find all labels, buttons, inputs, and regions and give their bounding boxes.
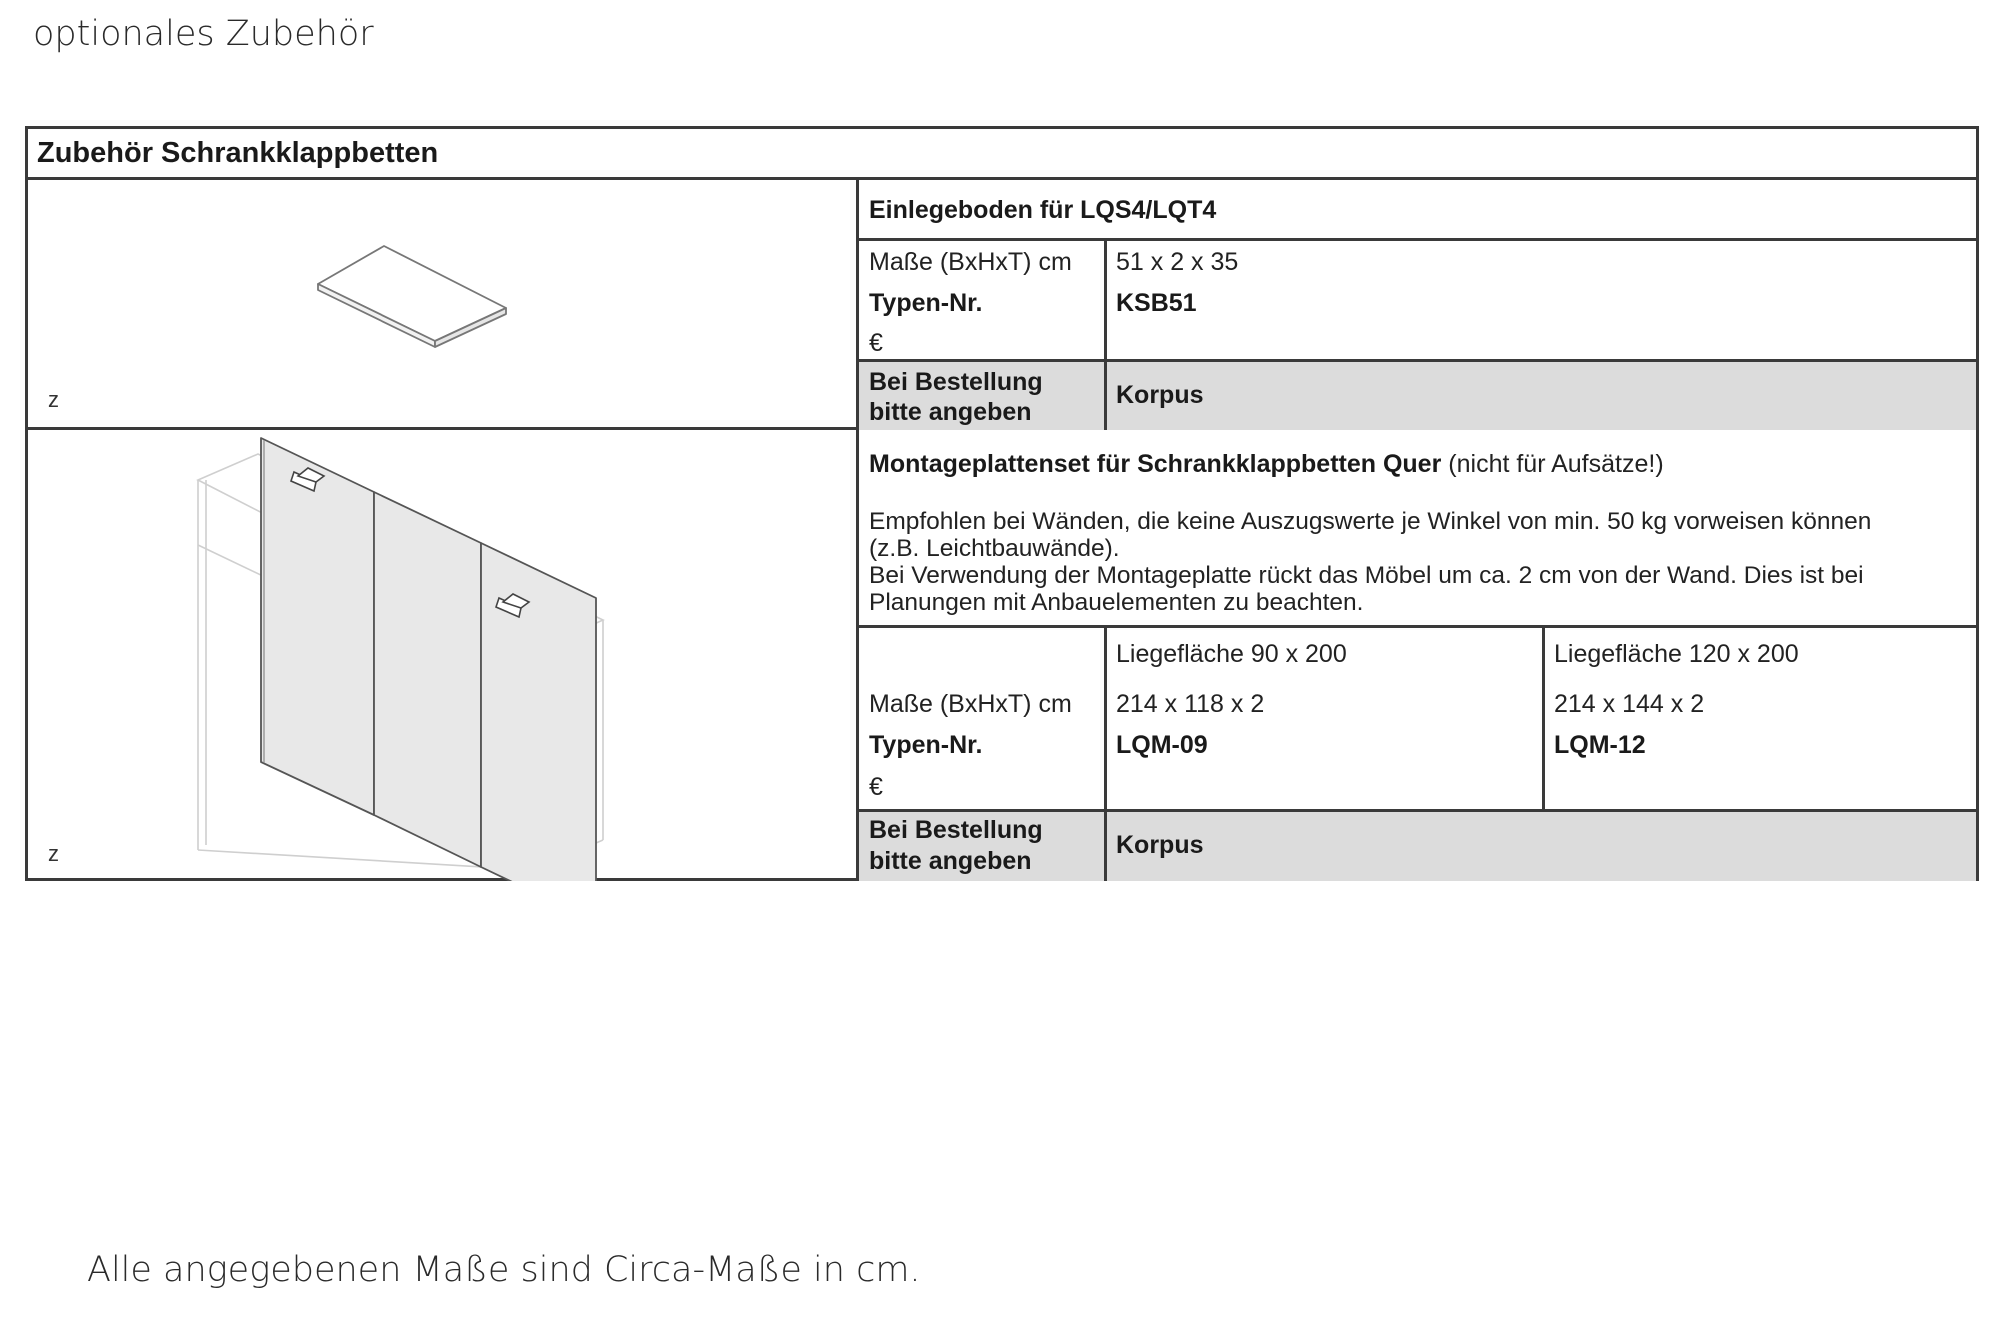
corner-mark: z [48, 387, 59, 412]
variant-label: Liegefläche 120 x 200 [1554, 640, 1799, 668]
footer-note: Alle angegebenen Maße sind Circa-Maße in cm. [87, 1250, 921, 1290]
type-value: LQM-09 [1116, 731, 1208, 759]
type-label: Typen-Nr. [869, 731, 983, 759]
shelf-image-cell [28, 180, 859, 427]
shelf-info [859, 180, 1976, 427]
mounting-image-cell [28, 430, 859, 881]
mounting-product-name: Montageplattenset für Schrankklappbetten Quer [869, 450, 1442, 478]
price-label: € [869, 329, 883, 357]
dim-label: Maße (BxHxT) cm [869, 248, 1072, 276]
dim-value: 214 x 118 x 2 [1116, 690, 1265, 718]
shelf-illustration [28, 180, 859, 430]
dim-value: 51 x 2 x 35 [1116, 248, 1239, 276]
divider [1104, 362, 1107, 430]
order-value: Korpus [1116, 831, 1204, 859]
divider [859, 238, 1976, 241]
mounting-product-title [869, 450, 1664, 479]
dim-value: 214 x 144 x 2 [1554, 690, 1705, 718]
order-label: Bei Bestellung [869, 816, 1043, 844]
order-value: Korpus [1116, 381, 1204, 409]
order-label: bitte angeben [869, 847, 1032, 875]
table-title-row [28, 129, 1976, 180]
section-shelf [28, 180, 1976, 430]
divider [1542, 625, 1545, 809]
table-title: Zubehör Schrankklappbetten [37, 137, 439, 169]
order-label: bitte angeben [869, 398, 1032, 426]
accessories-table [25, 126, 1979, 881]
mounting-plate-illustration [28, 430, 859, 881]
shelf-product-name: Einlegeboden für LQS4/LQT4 [869, 196, 1217, 224]
price-label: € [869, 773, 883, 801]
page-heading: optionales Zubehör [33, 14, 374, 54]
description-line: (z.B. Leichtbauwände). [869, 535, 1120, 562]
mounting-info [859, 430, 1976, 881]
variant-label: Liegefläche 90 x 200 [1116, 640, 1347, 668]
section-mounting-plate [28, 430, 1976, 881]
order-label: Bei Bestellung [869, 368, 1043, 396]
divider [1104, 812, 1107, 881]
divider [859, 625, 1976, 628]
description-line: Empfohlen bei Wänden, die keine Auszugswerte je Winkel von min. 50 kg vorweisen können [869, 508, 1872, 535]
type-label: Typen-Nr. [869, 289, 983, 317]
type-value: KSB51 [1116, 289, 1197, 317]
mounting-product-note: (nicht für Aufsätze!) [1448, 450, 1664, 478]
description-line: Bei Verwendung der Montageplatte rückt das Möbel um ca. 2 cm von der Wand. Dies ist bei [869, 562, 1864, 589]
type-value: LQM-12 [1554, 731, 1646, 759]
dim-label: Maße (BxHxT) cm [869, 690, 1072, 718]
mounting-description [869, 508, 1949, 616]
corner-mark: z [48, 841, 59, 866]
description-line: Planungen mit Anbauelementen zu beachten. [869, 589, 1364, 616]
